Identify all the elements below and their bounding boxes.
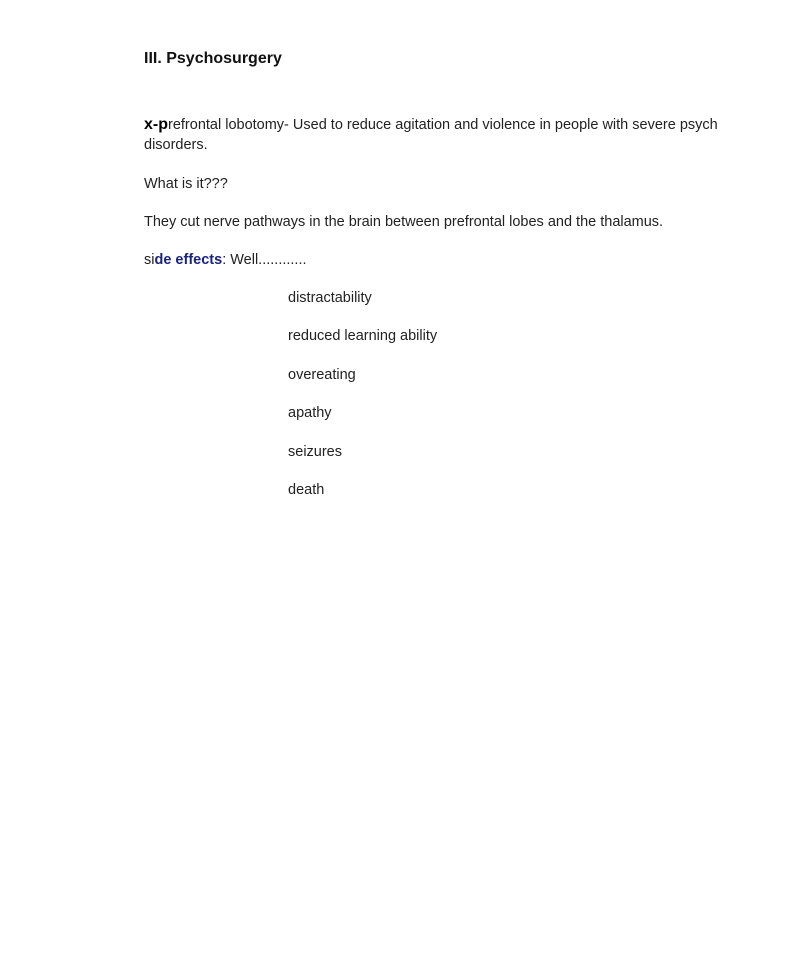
side-effects-list — [288, 288, 437, 518]
intro-paragraph — [144, 115, 784, 155]
list-item: reduced learning ability — [288, 328, 438, 345]
intro-lead-text: x-p — [144, 116, 168, 133]
list-item: apathy — [288, 405, 332, 422]
section-heading: III. Psychosurgery — [144, 50, 282, 67]
list-item: death — [288, 481, 325, 498]
intro-body-text: refrontal lobotomy- Used to reduce agitation and violence in people with severe psych disorders. — [144, 117, 718, 153]
side-effects-suffix: : Well............ — [222, 252, 307, 268]
side-effects-highlight: de effects — [154, 252, 223, 268]
side-effects-prefix: si — [144, 252, 155, 268]
question-text: What is it??? — [144, 176, 228, 192]
explanation-text: They cut nerve pathways in the brain between prefrontal lobes and the thalamus. — [144, 214, 664, 230]
side-effects-line — [144, 250, 307, 270]
list-item: distractability — [288, 290, 372, 306]
list-item: overeating — [288, 366, 356, 383]
list-item: seizures — [288, 443, 342, 460]
